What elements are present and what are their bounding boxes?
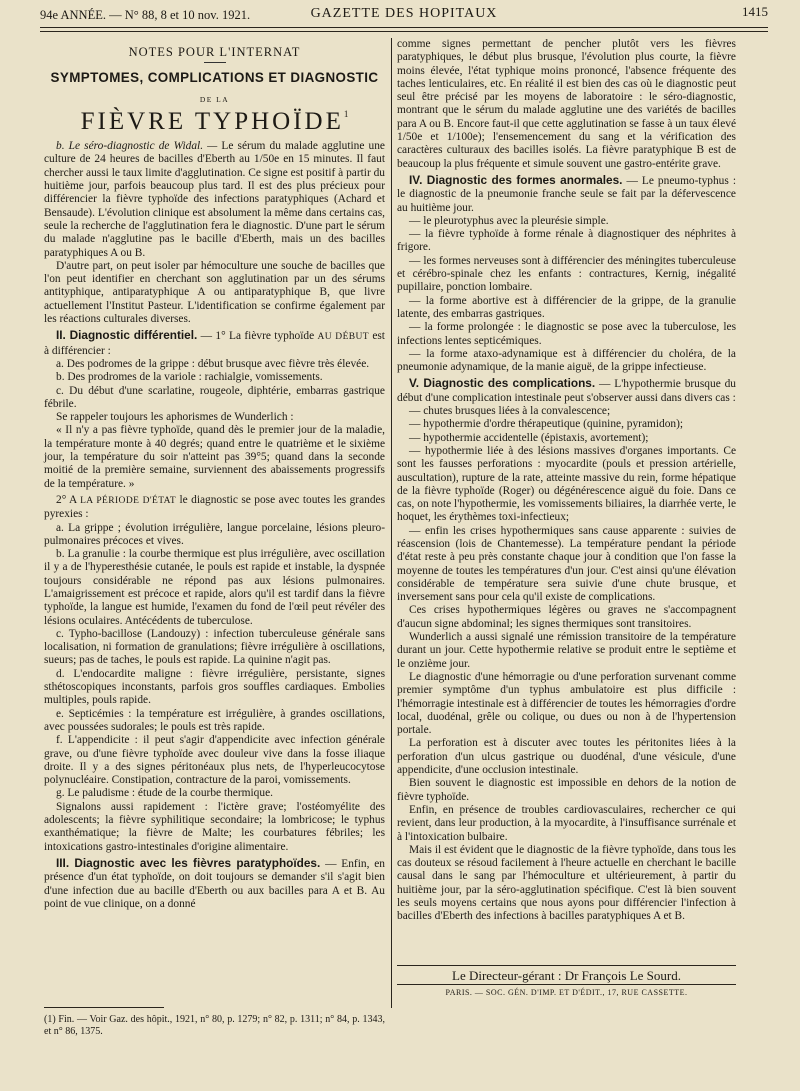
- section-title: III. Diagnostic avec les fièvres paratyphoïdes.: [56, 855, 321, 870]
- paragraph: comme signes permettant de pencher plutôt vers les fièvres paratyphiques, le début plus brusque, l'évolution plus courte, la fièvre moins élevée, l'état typhique moins prononcé, l'absence fréquente des taches lenticulaires, etc. En réalité il est bien des cas où le diagnostic peut seul être précisé par les moyens de laboratoire : le séro-diagnostic, montrant que le sérum du malade agglutine une des variétés de bacilles para A ou B. Encore faut-il que cette agglutination se fasse à un taux élevé 1/50e et 1/100e); l'ensemencement du sang et la vérification des caractères culturaux des bacilles isolés. La fièvre paratyphique B est de beaucoup la plus fréquente et simule souvent une gastro-entérite grave.: [397, 38, 736, 170]
- article-title-main: [44, 107, 385, 135]
- rubric: NOTES POUR L'INTERNAT: [128, 45, 301, 59]
- header-rule-double: [40, 31, 768, 32]
- printer-rule: [397, 984, 736, 985]
- signature: Le Directeur-gérant : Dr François Le Sourd.: [452, 968, 681, 983]
- issue-info: 94e ANNÉE. — N° 88, 8 et 10 nov. 1921.: [40, 8, 251, 22]
- list-item: b. La granulie : la courbe thermique est plus irrégulière, avec oscillation il y a de l'hyperesthésie cutanée, le pouls est rapide et instable, la dyspnée toujours considérable ne répond pas aux lésions pulmonaires. L'amaigrissement est précoce et rapide, alors qu'il est tardif dans la fièvre typhoïde, la langue est humide, l'examen du fond de l'œil peut révéler des lésions oculaires. Antécédents de tuberculose.: [44, 548, 385, 627]
- running-header: [40, 4, 768, 24]
- printer-line: PARIS. — SOC. GÉN. D'IMP. ET D'ÉDIT., 17, RUE CASSETTE.: [445, 988, 688, 997]
- footnote-mark: 1: [343, 108, 349, 119]
- page-number: 1415: [742, 4, 768, 19]
- signature-rule: [397, 965, 736, 966]
- article-title-main-text: FIÈVRE TYPHOÏDE: [80, 107, 344, 135]
- list-item: b. Des prodromes de la variole : rachialgie, vomissements.: [56, 371, 323, 384]
- list-item: — enfin les crises hypothermiques sans cause apparente : suivies de réascension (lois de Chantemesse). La température pendant la période d'état reste à peu près constante chaque jour à condition que l'on fasse la moyenne de toutes les températures d'un jour. C'est ainsi qu'une élévation considérable de température sera suivie d'une chute brusque, et inversement sans pour cela qu'il existe de complications.: [397, 524, 736, 604]
- list-item: c. Du début d'une scarlatine, rougeole, diphtérie, embarras gastrique fébrile.: [44, 384, 385, 410]
- article-title-connector: DE LA: [199, 94, 230, 104]
- paragraph: [44, 494, 385, 522]
- list-item: a. La grippe ; évolution irrégulière, langue porcelaine, lésions pleuro-pulmonaires précoces et vives.: [44, 521, 385, 547]
- left-column: [44, 38, 385, 911]
- list-item: — la forme ataxo-adynamique est à différencier du choléra, de la pneumonie adynamique, de la manie aiguë, de la grippe infectieuse.: [397, 347, 736, 374]
- section-text: — Enfin, en présence d'un état typhoïde, on doit toujours se demander s'il s'agit bien d'une infection due au bacille d'Eberth ou aux bacilles para A et B. Au point de vue clinique, on a donné: [44, 857, 385, 910]
- section-title: II. Diagnostic différentiel.: [56, 328, 198, 343]
- list-item: — hypothermie accidentelle (épistaxis, avortement);: [409, 431, 649, 444]
- paragraph-text: Le sérum du malade agglutine une culture de 24 heures de bacilles d'Eberth au 1/50e en 15 minutes. Il faut chercher aussi le taux limite d'agglutination. Ce signe est positif à partir du huitième jour, parfois beaucoup plus tard. Il est des plus précieux pour différencier la fièvre typhoïde des infections paratyphiques (Achard et Bensaude). L'évolution clinique est absolument la même dans certains cas, seule la recherche de l'agglutination fera le diagnostic. D'une part le sérum du malade n'agglutine pas le bacille d'Eberth, mais un des bacilles paratyphiques A ou B.: [44, 140, 385, 259]
- list-item: — la forme prolongée : le diagnostic se pose avec la tuberculose, les infections lentes septicémiques.: [397, 321, 736, 347]
- list-item: — chutes brusques liées à la convalescence;: [409, 405, 611, 418]
- paragraph: Signalons aussi rapidement : l'ictère grave; l'ostéomyélite des adolescents; la fièvre syphilitique secondaire; la lombricose; le typhus exanthématique; la fièvre de Malte; les courbatures fébriles; les intoxications gastro-intestinales d'origine alimentaire.: [44, 800, 385, 853]
- rubric-rule: [204, 62, 226, 63]
- section-heading: [397, 174, 736, 215]
- list-item: — la fièvre typhoïde à forme rénale à diagnostiquer des néphrites à frigore.: [397, 228, 736, 254]
- section-intro: est à différencier :: [44, 330, 385, 357]
- list-item: e. Septicémies : la température est irrégulière, à grandes oscillations, avec poussées sudorales; le pouls est très rapide.: [44, 707, 385, 733]
- paragraph: Le diagnostic d'une hémorragie ou d'une perforation survenant comme premier symptôme d'un typhus ambulatoire est plus difficile : l'hémorragie intestinale est à différencier de toutes les hémorragies d'ordre local, duodénal, grêle ou colique, ou dues ou non à de l'hypertension portale.: [397, 670, 736, 737]
- small-caps: LA PÉRIODE D'ÉTAT: [80, 495, 177, 506]
- section-intro: — 1° La fièvre typhoïde: [197, 330, 318, 343]
- journal-title: GAZETTE DES HOPITAUX: [310, 6, 498, 21]
- list-item: g. Le paludisme : étude de la courbe thermique.: [56, 787, 273, 800]
- list-item: c. Typho-bacillose (Landouzy) : infection tuberculeuse générale sans localisation, ni formation de granulations; fièvre irrégulière à oscillations, sueurs; pas de taches, le pouls est rapide. La quinine n'agit pas.: [44, 627, 385, 667]
- paragraph: [44, 140, 385, 260]
- section-intro: 2° A: [56, 493, 81, 506]
- list-item: Se rappeler toujours les aphorismes de Wunderlich :: [56, 411, 294, 424]
- right-column: [397, 38, 736, 924]
- small-caps: AU DÉBUT: [317, 332, 369, 343]
- list-item: a. Des podromes de la grippe : début brusque avec fièvre très élevée.: [56, 357, 370, 370]
- paragraph: Bien souvent le diagnostic est impossible en dehors de la notion de fièvre typhoïde.: [397, 777, 736, 803]
- section-heading: [44, 329, 385, 358]
- paragraph-lead: b. Le séro-diagnostic de Widal. —: [56, 140, 218, 153]
- column-divider: [391, 38, 392, 1008]
- paragraph: D'autre part, on peut isoler par hémoculture une souche de bacilles que l'on peut identifier en cherchant son agglutination par un des sérums antityphique, antiparatyphique A ou antiparatyphique B, que livre actuellement l'Institut Pasteur. L'identification se confirme également par les réactions culturales diverses.: [44, 259, 385, 326]
- list-item: — les formes nerveuses sont à différencier des méningites tuberculeuse et cérébro-spinale chez les enfants : contractures, Kernig, inégalité pupillaire, ponction lombaire.: [397, 254, 736, 294]
- paragraph: Wunderlich a aussi signalé une rémission transitoire de la température durant un jour. Cette hypothermie relative se produit entre le septième et le onzième jour.: [397, 631, 736, 670]
- footnote-rule: [44, 1007, 164, 1008]
- section-intro: — Le pneumo-typhus : le diagnostic de la pneumonie franche seule se fait par la défervescence au huitième jour.: [397, 174, 736, 214]
- list-item: — le pleurotyphus avec la pleurésie simple.: [409, 214, 609, 227]
- section-heading: [44, 857, 385, 911]
- list-item: d. L'endocardite maligne : fièvre irrégulière, persistante, signes sthétoscopiques inconstants, parfois gros souffles cardiaques. Embolies multiples, pouls rapide.: [44, 667, 385, 707]
- article-title: SYMPTOMES, COMPLICATIONS ET DIAGNOSTIC: [50, 70, 379, 86]
- list-item: — hypothermie d'ordre thérapeutique (quinine, pyramidon);: [409, 418, 684, 431]
- section-intro: — L'hypothermie brusque du début d'une complication intestinale peut s'observer aussi dans divers cas :: [397, 378, 736, 404]
- paragraph: Ces crises hypothermiques légères ou graves ne s'accompagnent d'aucun signe abdominal; les signes thermiques sont transitoires.: [397, 604, 736, 630]
- paragraph: Enfin, en présence de troubles cardiovasculaires, rechercher ce qui revient, dans leur production, à la myocardite, à l'insuffisance surrénale et à l'intoxication bulbaire.: [397, 803, 736, 843]
- list-item: — la forme abortive est à différencier de la grippe, de la granulie latente, des embarras gastriques.: [397, 294, 736, 320]
- paragraph: Mais il est évident que le diagnostic de la fièvre typhoïde, dans tous les cas douteux se résoud facilement à l'heure actuelle en cherchant le bacille causal dans le sang par l'hémoculture et ultérieurement, à partir du huitième jour, par la séro-agglutination spécifique. C'est là bien souvent les seuls moyens certains que nous ayons pour différencier l'infection à bacilles d'Eberth des infections à bacilles paratyphiques A et B.: [397, 843, 736, 923]
- paragraph: La perforation est à discuter avec toutes les péritonites liées à la perforation d'un ulcus gastrique ou duodénal, d'une vésicule, d'une appendicite, d'une occlusion intestinale.: [397, 737, 736, 777]
- section-heading: [397, 377, 736, 405]
- header-rule: [40, 27, 768, 28]
- quotation: « Il n'y a pas fièvre typhoïde, quand dès le premier jour de la maladie, la température monte à 40 degrés; quand entre le quatrième et le sixième jour, la température du soir n'atteint pas 39°5; quand dans la seconde moitié de la première semaine, surviennent des abaissements progressifs de la température. »: [44, 424, 385, 490]
- list-item: f. L'appendicite : il peut s'agir d'appendicite avec infection générale grave, ou d'une fièvre typhoïde avec douleur vive dans la fosse iliaque droite. Il y a des signes péritonéaux plus nets, de l'hyperleucocytose polynucléaire. Constipation, contracture de la paroi, vomissements.: [44, 734, 385, 787]
- section-title: V. Diagnostic des complications.: [409, 376, 596, 391]
- section-title: IV. Diagnostic des formes anormales.: [409, 172, 623, 187]
- list-item: — hypothermie liée à des lésions massives d'organes importants. Ce sont les fausses perforations : myocardite (pouls et pression artérielle, auscultation), rupture de la rate, atteinte massive du rein, forme hépatique de la fièvre typhoïde (Roger) ou dégénérescence aiguë du foie. Dans ce cas, on note l'hypothermie, les vomissements biliaires, la diarrhée verte, le hoquet, les érythèmes toxi-infectieux;: [397, 444, 736, 524]
- section-intro: le diagnostic se pose avec toutes les grandes pyrexies :: [44, 493, 386, 521]
- footnote: (1) Fin. — Voir Gaz. des hôpit., 1921, n° 80, p. 1279; n° 82, p. 1311; n° 84, p. 1343, et n° 86, 1375.: [44, 1014, 385, 1037]
